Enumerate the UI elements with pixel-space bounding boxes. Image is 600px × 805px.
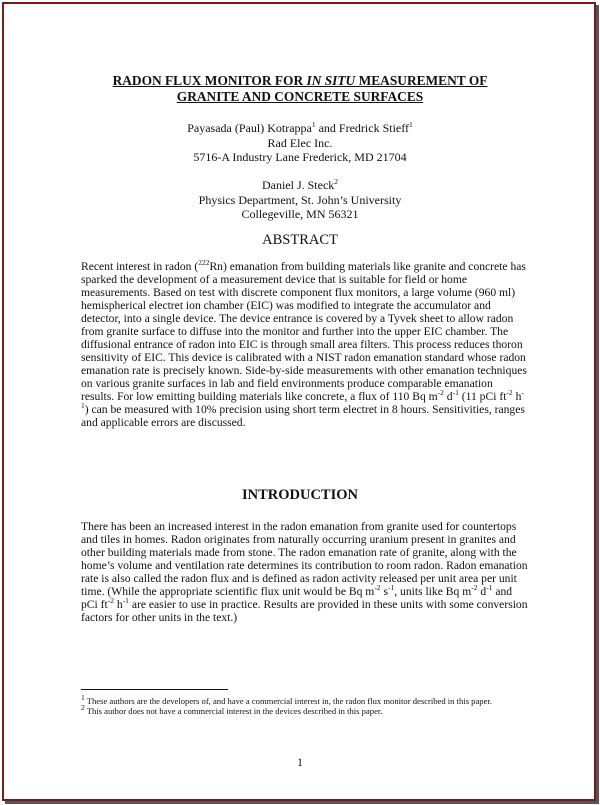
introduction-paragraph [81, 520, 528, 624]
intro-text-3: , units like Bq m [394, 585, 472, 598]
abstract-sup-d1: -1 [452, 388, 459, 398]
intro-text-4: d [477, 585, 487, 598]
footnote-1-text: These authors are the developers of, and have a commercial interest in, the radon flux monitor described in this paper. [84, 696, 492, 706]
title-line2: GRANITE AND CONCRETE SURFACES [176, 89, 424, 104]
abstract-text-4: (11 pCi ft [458, 390, 507, 403]
author-3-footnote-mark: 2 [334, 177, 339, 186]
author-address: 5716-A Industry Lane Frederick, MD 21704 [193, 150, 407, 164]
author-name-1: Payasada (Paul) Kotrappa [187, 121, 312, 135]
title-line1-start: RADON FLUX MONITOR FOR [112, 73, 307, 88]
author-block-2 [0, 178, 600, 222]
paper-title [0, 73, 600, 105]
abstract-text-2: Rn) emanation from building materials like granite and concrete has sparked the development of a measurement device that is suitable for field or home measurements. Based on test with discrete component flux monitors, a large volume (960 ml) hemispherical electret ion chamber (EIC) was modified to integrate the accumulator and detector, into a single device. The device entrance is covered by a Tyvek sheet to allow radon from granite surface to diffuse into the monitor and further into the upper EIC chamber. The diffusional entrance of radon into EIC is through small area filters. This process reduces thoron sensitivity of EIC. This device is calibrated with a NIST radon emanation standard whose radon emanation rate is precisely known. Side-by-side measurements with other emanation techniques on various granite surfaces in lab and field environments produce comparable emanation results. For low emitting building materials like concrete, a flux of 110 Bq m [81, 260, 527, 403]
title-line1-end: MEASUREMENT OF [355, 73, 488, 88]
abstract-sup-isotope: 222 [198, 258, 210, 268]
footnote-1-mark: 1 [81, 693, 85, 703]
intro-text-5: and pCi ft [81, 585, 513, 611]
abstract-text-6: ) can be measured with 10% precision using short term electret in 8 hours. Sensitivities, ranges and applicable errors are discussed. [81, 403, 525, 429]
author-organization: Rad Elec Inc. [267, 135, 333, 150]
footnote-1 [81, 693, 526, 706]
abstract-sup-m2: -2 [437, 388, 444, 398]
author-name-2: and Fredrick Stieff [315, 121, 410, 135]
intro-text-2: s [380, 585, 388, 598]
abstract-heading: ABSTRACT [262, 232, 338, 248]
author-block-1 [0, 121, 600, 165]
intro-sup-4: -1 [486, 583, 493, 593]
intro-sup-2: -1 [387, 583, 395, 593]
author-name-3: Daniel J. Steck [261, 178, 335, 192]
abstract-sup-h1: -1 [81, 388, 524, 411]
abstract-text-3: d [443, 390, 453, 403]
abstract-paragraph [81, 260, 528, 429]
abstract-sup-ft2: -2 [506, 388, 513, 398]
intro-sup-3: -2 [471, 583, 478, 593]
intro-sup-1: -2 [374, 583, 381, 593]
footnote-2-text: This author does not have a commercial interest in the devices described in this paper. [84, 706, 383, 717]
intro-text-6: h [113, 598, 123, 611]
author-department: Physics Department, St. John’s University [198, 192, 402, 207]
author-2-footnote-mark: 1 [409, 120, 413, 129]
title-line1-italic: IN SITU [306, 73, 356, 88]
intro-text-1: There has been an increased interest in the radon emanation from granite used for countertops and tiles in homes. Radon originates from naturally occurring uranium present in granites and other building materials made from stone. The radon emanation rate of granite, along with the home’s volume and ventilation rate determines its contribution to room radon. Radon emanation rate is also called the radon flux and is defined as radon activity released per unit area per unit time. (While the appropriate scientific flux unit would be Bq m [81, 520, 528, 598]
abstract-text-1: Recent interest in radon ( [81, 260, 199, 273]
intro-sup-6: -1 [122, 596, 129, 606]
footnote-divider [81, 689, 228, 690]
abstract-text-5: h [512, 390, 522, 403]
introduction-heading: INTRODUCTION [241, 487, 358, 503]
footnotes [81, 693, 526, 717]
footnote-2 [81, 703, 526, 717]
author-city: Collegeville, MN 56321 [241, 207, 359, 221]
intro-sup-5: -2 [107, 596, 114, 606]
intro-text-7: are easier to use in practice. Results are provided in these units with some conversion factors for other units in the text.) [81, 598, 528, 624]
page-number: 1 [297, 755, 303, 769]
footnote-2-mark: 2 [81, 703, 85, 713]
author-1-footnote-mark: 1 [311, 120, 316, 129]
